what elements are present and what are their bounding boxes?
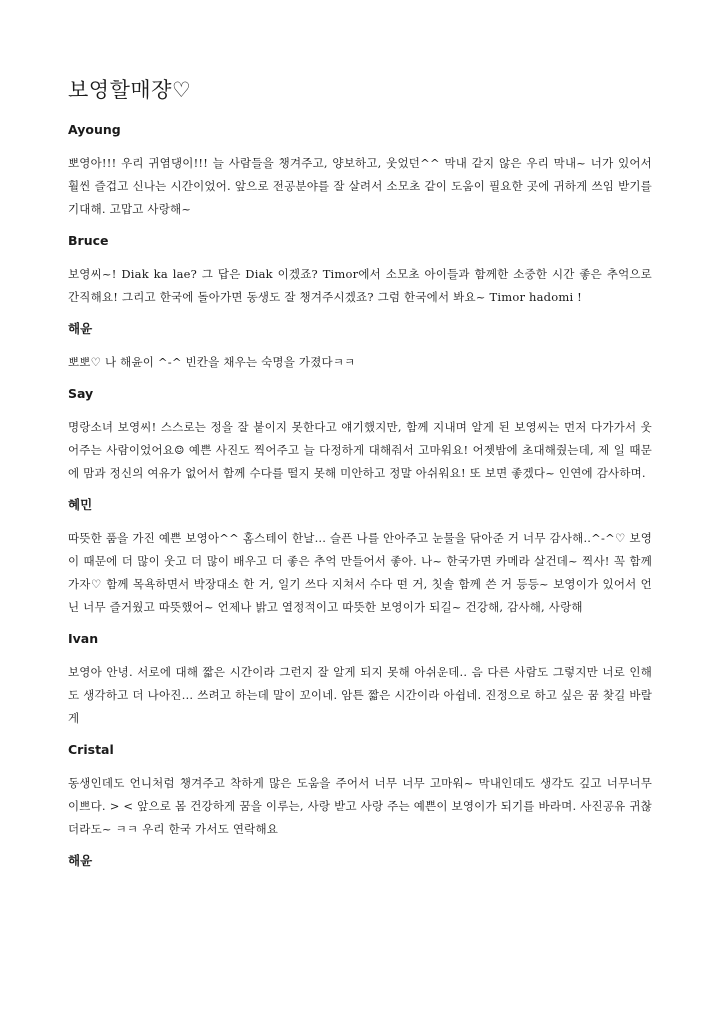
entry-message: 뽀뽀♡ 나 해윤이 ^-^ 빈칸을 채우는 숙명을 가졌다ㅋㅋ <box>68 355 356 369</box>
entry-haeyun-2 <box>68 853 652 869</box>
entry-author: 혜민 <box>68 497 93 512</box>
entry-cristal <box>68 742 652 841</box>
entry-author: Cristal <box>68 742 114 757</box>
entry-ivan <box>68 631 652 730</box>
entry-say <box>68 386 652 485</box>
entry-bruce <box>68 233 652 309</box>
entry-author: 해윤 <box>68 853 93 868</box>
entry-message: 보영아 안녕. 서로에 대해 짧은 시간이라 그런지 잘 알게 되지 못해 아쉬운데.. 음 다른 사람도 그렇지만 너로 인해도 생각하고 더 나아진… 쓰려고 하는데 말이 꼬이네. 암튼 짧은 시간이라 아쉽네. 진정으로 하고 싶은 꿈 찾길 바랄게 <box>68 665 652 725</box>
entry-author: Say <box>68 386 94 401</box>
entry-message: 뽀영아!!! 우리 귀염댕이!!! 늘 사람들을 챙겨주고, 양보하고, 웃었던^^ 막내 같지 않은 우리 막내~ 너가 있어서 훨씬 즐겁고 신나는 시간이었어. 앞으로 전공분야를 잘 살려서 소모초 같이 도움이 필요한 곳에 귀하게 쓰임 받기를 기대해. 고맙고 사랑해~ <box>68 156 652 216</box>
entry-message: 따뜻한 품을 가진 예쁜 보영아^^ 홈스테이 한날... 슬픈 나를 안아주고 눈물을 닦아준 거 너무 감사해..^-^♡ 보영이 때문에 더 많이 웃고 더 많이 배우고 더 좋은 추억 만들어서 좋아. 나~ 한국가면 카메라 살건데~ 찍사! 꼭 함께 가자♡ 함께 목욕하면서 박장대소 한 거, 일기 쓰다 지쳐서 수다 떤 거, 칫솔 함께 쓴 거 등등~ 보영이가 있어서 언닌 너무 즐거웠고 따뜻했어~ 언제나 밝고 열정적이고 따뜻한 보영이가 되길~ 건강해, 감사해, 사랑해 <box>68 531 652 614</box>
entry-message: 명랑소녀 보영씨! 스스로는 정을 잘 붙이지 못한다고 얘기했지만, 함께 지내며 알게 된 보영씨는 먼저 다가가서 웃어주는 사람이었어요☺ 예쁜 사진도 찍어주고 늘 다정하게 대해줘서 고마워요! 어젯밤에 초대해줬는데, 제 일 때문에 맘과 정신의 여유가 없어서 함께 수다를 떨지 못해 미안하고 정말 아쉬워요! 또 보면 좋겠다~ 인연에 감사하며. <box>68 420 652 480</box>
entry-message: 동생인데도 언니처럼 챙겨주고 착하게 많은 도움을 주어서 너무 너무 고마워~ 막내인데도 생각도 깊고 너무너무 이쁘다. > < 앞으로 몸 건강하게 꿈을 이루는, 사랑 받고 사랑 주는 예쁜이 보영이가 되기를 바라며. 사진공유 귀찮더라도~ ㅋㅋ 우리 한국 가서도 연락해요 <box>68 776 652 836</box>
entry-haeyun <box>68 321 652 374</box>
entry-author: 해윤 <box>68 321 93 336</box>
entry-message: 보영씨~! Diak ka lae? 그 답은 Diak 이겠죠? Timor에서 소모초 아이들과 함께한 소중한 시간 좋은 추억으로 간직해요! 그리고 한국에 돌아가면 동생도 잘 챙겨주시겠죠? 그럼 한국에서 봐요~ Timor hadomi ! <box>68 267 652 304</box>
document-title: 보영할매쟝♡ <box>68 78 192 102</box>
document-page <box>68 76 652 883</box>
entry-author: Bruce <box>68 233 109 248</box>
entry-hyemin <box>68 497 652 619</box>
entry-author: Ivan <box>68 631 99 646</box>
entry-ayoung <box>68 122 652 221</box>
entry-author: Ayoung <box>68 122 121 137</box>
